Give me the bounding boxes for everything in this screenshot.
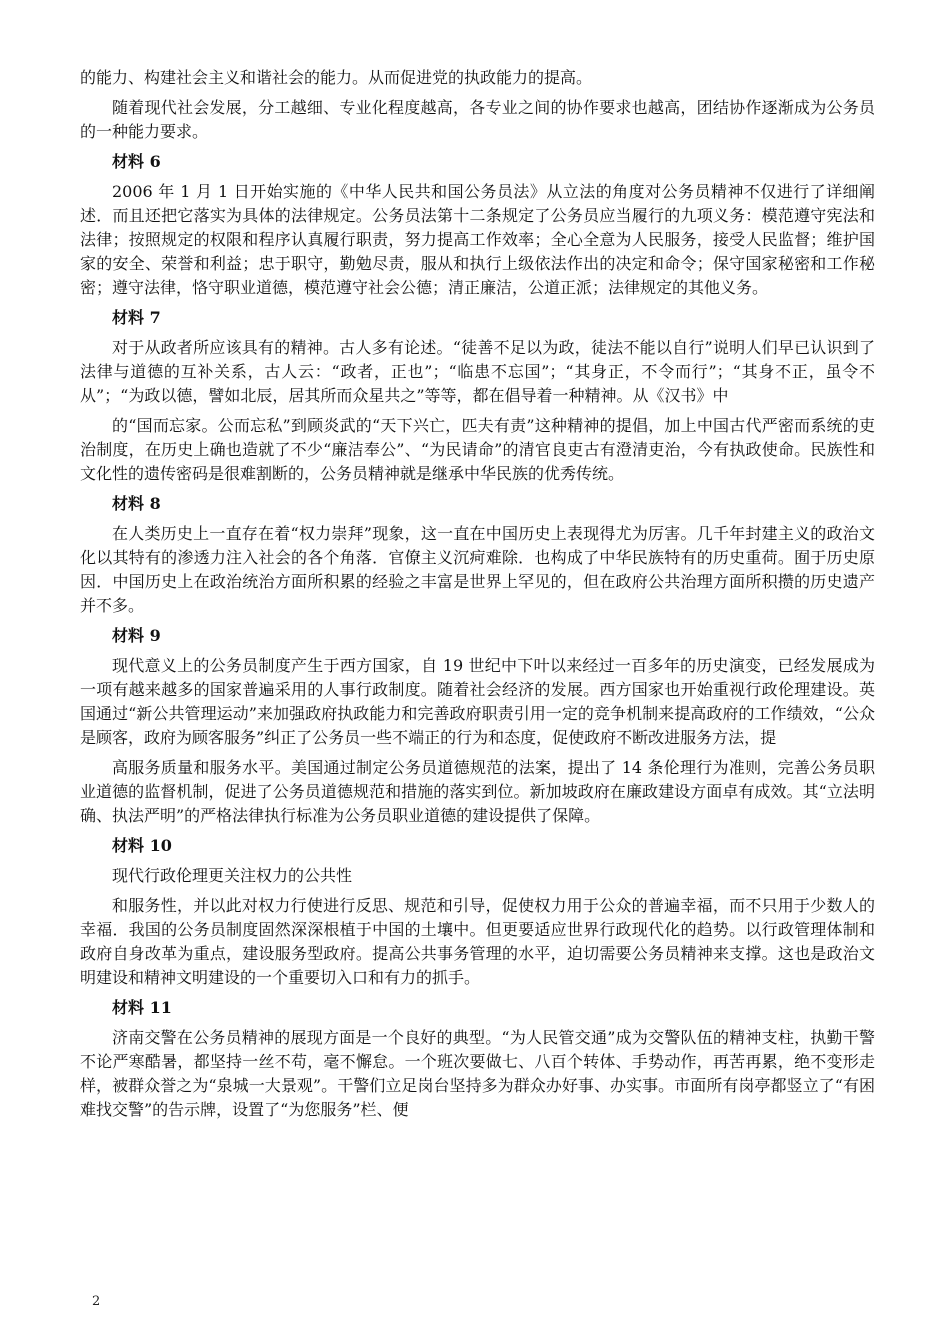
document-body <box>80 66 875 1128</box>
paragraph: 现代行政伦理更关注权力的公共性 <box>112 866 353 885</box>
paragraph: 在人类历史上一直存在着“权力崇拜”现象，这一直在中国历史上表现得尤为厉害。几千年封建主义的政治文化以其特有的渗透力注入社会的各个角落．官僚主义沉疴难除．也构成了中华民族特有的历史重荷。囿于历史原因．中国历史上在政治统治方面所积累的经验之丰富是世界上罕见的，但在政府公共治理方面所积攒的历史遗产并不多。 <box>80 524 875 615</box>
paragraph: 2006 年 1 月 1 日开始实施的《中华人民共和国公务员法》从立法的角度对公务员精神不仅进行了详细阐述．而且还把它落实为具体的法律规定。公务员法第十二条规定了公务员应当履行的九项义务：模范遵守宪法和法律；按照规定的权限和程序认真履行职责，努力提高工作效率；全心全意为人民服务，接受人民监督；维护国家的安全、荣誉和利益；忠于职守，勤勉尽责，服从和执行上级依法作出的决定和命令；保守国家秘密和工作秘密；遵守法律，恪守职业道德，模范遵守社会公德；清正廉洁，公道正派；法律规定的其他义务。 <box>80 182 875 297</box>
material-heading: 材料 6 <box>112 152 161 171</box>
material-heading: 材料 11 <box>112 998 172 1017</box>
material-heading: 材料 9 <box>112 626 161 645</box>
material-heading: 材料 10 <box>112 836 172 855</box>
material-heading: 材料 7 <box>112 308 161 327</box>
paragraph: 济南交警在公务员精神的展现方面是一个良好的典型。“为人民管交通”成为交警队伍的精神支柱，执勤干警不论严寒酷暑，都坚持一丝不苟，毫不懈怠。一个班次要做七、八百个转体、手势动作，再苦再累，绝不变形走样，被群众誉之为“泉城一大景观”。干警们立足岗台坚持多为群众办好事、办实事。市面所有岗亭都竖立了“有困难找交警”的告示牌，设置了“为您服务”栏、便 <box>80 1028 875 1119</box>
paragraph: 对于从政者所应该具有的精神。古人多有论述。“徒善不足以为政，徒法不能以自行”说明人们早已认识到了法律与道德的互补关系，古人云：“政者，正也”；“临患不忘国”；“其身正，不令而行”；“其身不正，虽令不从”；“为政以德，譬如北辰，居其所而众星共之”等等，都在倡导着一种精神。从《汉书》中 <box>80 338 875 405</box>
paragraph: 现代意义上的公务员制度产生于西方国家，自 19 世纪中下叶以来经过一百多年的历史演变，已经发展成为一项有越来越多的国家普遍采用的人事行政制度。随着社会经济的发展。西方国家也开始重视行政伦理建设。英国通过“新公共管理运动”来加强政府执政能力和完善政府职责引用一定的竞争机制来提高政府的工作绩效，“公众是顾客，政府为顾客服务”纠正了公务员一些不端正的行为和态度，促使政府不断改进服务方法，提 <box>80 656 875 747</box>
paragraph: 和服务性，并以此对权力行使进行反思、规范和引导，促使权力用于公众的普遍幸福，而不只用于少数人的幸福．我国的公务员制度固然深深根植于中国的土壤中。但更要适应世界行政现代化的趋势。以行政管理体制和政府自身改革为重点，建设服务型政府。提高公共事务管理的水平，迫切需要公务员精神来支撑。这也是政治文明建设和精神文明建设的一个重要切入口和有力的抓手。 <box>80 896 875 987</box>
material-heading: 材料 8 <box>112 494 161 513</box>
paragraph: 的“国而忘家。公而忘私”到顾炎武的“天下兴亡，匹夫有责”这种精神的提倡，加上中国古代严密而系统的吏治制度，在历史上确也造就了不少“廉洁奉公”、“为民请命”的清官良吏古有澄清吏治，今有执政使命。民族性和文化性的遗传密码是很难割断的，公务员精神就是继承中华民族的优秀传统。 <box>80 416 875 483</box>
paragraph: 的能力、构建社会主义和谐社会的能力。从而促进党的执政能力的提高。 <box>80 68 593 87</box>
page-number: 2 <box>92 1294 101 1309</box>
paragraph: 高服务质量和服务水平。美国通过制定公务员道德规范的法案，提出了 14 条伦理行为准则，完善公务员职业道德的监督机制，促进了公务员道德规范和措施的落实到位。新加坡政府在廉政建设方面卓有成效。其“立法明确、执法严明”的严格法律执行标准为公务员职业道德的建设提供了保障。 <box>80 758 875 825</box>
paragraph: 随着现代社会发展，分工越细、专业化程度越高，各专业之间的协作要求也越高，团结协作逐渐成为公务员的一种能力要求。 <box>80 98 875 141</box>
